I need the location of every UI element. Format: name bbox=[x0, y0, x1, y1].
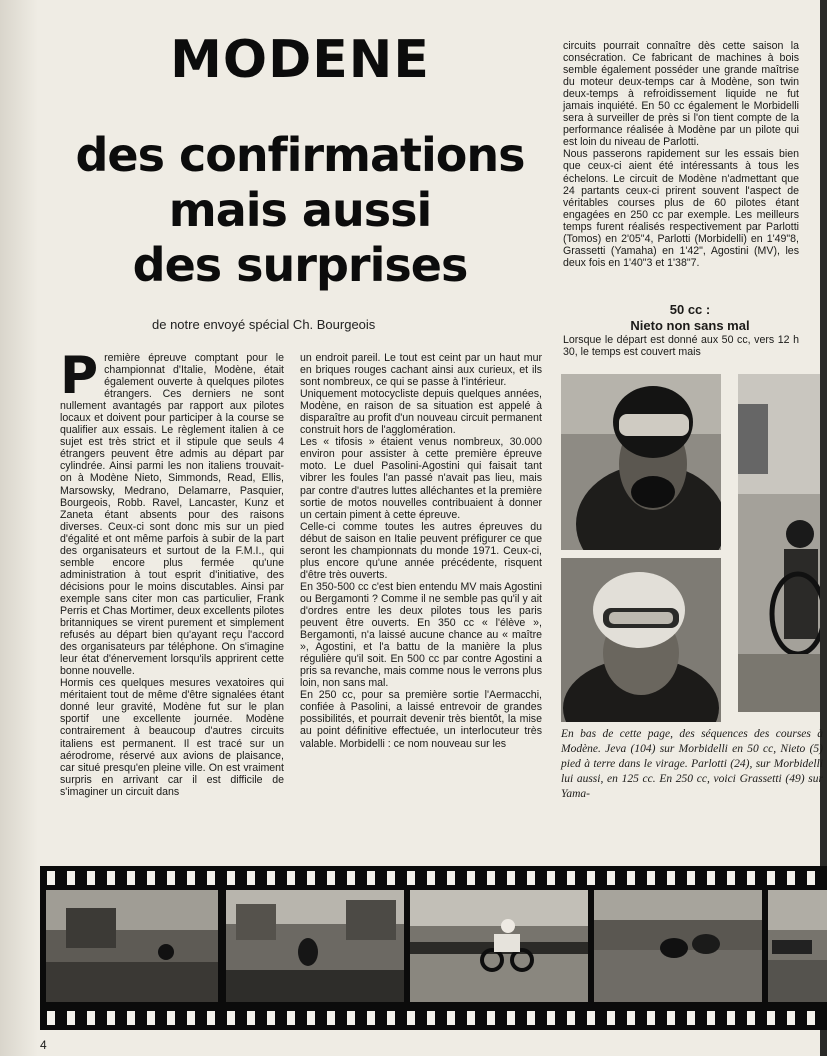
column-2-text: un endroit pareil. Le tout est ceint par un haut mur en briques rouges cachant ainsi aux curieux, et ils sont nombreux, ce qui se passe à l'intérieur. Uniquement motocycliste depuis quelques années, Modène, en raison de sa situation est appelé à disparaître au profit d'un nouveau circuit permanent construit hors de l'agglomération. Les « tifosis » étaient venus nombreux, 30.000 environ pour assister à cette première épreuve moto. Le duel Pasolini-Agostini qui faisait tant vibrer les foules l'an passé n'avait pas lieu, mais par contre d'autres luttes alléchantes et la première sortie de motos nouvelles contribuaient à donner un certain piment à cette épreuve. Celle-ci comme toutes les autres épreuves du début de saison en Italie peuvent préfigurer ce que seront les championnats du monde 1971. Ceux-ci, plus encore qu'une année précédente, risquent d'être très ouverts. En 350-500 cc c'est bien entendu MV mais Agostini ou Bergamonti ? Comme il ne semble pas qu'il y ait d'ordres entre les deux pilotes tous les paris peuvent être ouverts. En 350 cc « l'élève », Bergamonti, n'a laissé aucune chance au « maître », Agostini, et l'a battu de la manière la plus régulière qu'il soit. En 500 cc par contre Agostini a pris sa revanche, mais comme nous le verrons plus loin, non sans mal. En 250 cc, pour sa première sortie l'Aermacchi, confiée à Pasolini, a laissé entrevoir de grandes possibilités, et pourrait devenir très bientôt, la mise au point définitive effectuée, un interlocuteur très valable. Morbidelli : ce nom nouveau sur les bbox=[300, 352, 542, 750]
section-intro-text: Lorsque le départ est donné aux 50 cc, vers 12 h 30, le temps est couvert mais bbox=[563, 334, 799, 359]
page-edge-shadow bbox=[0, 0, 38, 1056]
race-frame-5 bbox=[768, 890, 827, 1002]
paddock-photo bbox=[738, 374, 820, 712]
race-frame-4 bbox=[594, 890, 762, 1002]
race-frame-1 bbox=[46, 890, 218, 1002]
article-column-2 bbox=[300, 352, 542, 750]
article-column-3 bbox=[563, 40, 799, 269]
portrait-photo-bottom bbox=[561, 558, 721, 722]
article-subtitle-line-3: des surprises bbox=[132, 238, 468, 292]
article-subtitle-line-1: des confirmations bbox=[75, 128, 525, 182]
section-intro bbox=[563, 334, 799, 358]
photo-caption: En bas de cette page, des séquences des courses à Modène. Jeva (104) sur Morbidelli en 50 cc, Nieto (5) pied à terre dans le virage. Parlotti (24), sur Morbidelli lui aussi, en 125 cc. En 250 cc, voici Grassetti (49) sur Yama- bbox=[561, 728, 823, 800]
page-number: 4 bbox=[40, 1038, 47, 1052]
race-frame-2 bbox=[226, 890, 404, 1002]
section-heading: 50 cc : bbox=[669, 302, 711, 317]
sprocket-holes-top bbox=[40, 871, 827, 885]
race-frame-3 bbox=[410, 890, 588, 1002]
sprocket-holes-bottom bbox=[40, 1011, 827, 1025]
article-column-1 bbox=[60, 346, 284, 798]
drop-cap: P bbox=[60, 346, 99, 406]
column-1-text: remière épreuve comptant pour le championnat d'Italie, Modène, était également ouverte à quelques pilotes étrangers. Ces derniers ne sont nullement avantagés par rapport aux pilotes locaux et doivent pour participer à la course se qualifier aux essais. Le règlement italien à ce sujet est très strict et il stipule que seuls 4 étrangers peuvent être admis au départ par cylindrée. Ainsi parmi les non italiens trouvait-on à Modène Nieto, Simmonds, Read, Ellis, Marsowsky, Medrano, Delamarre, Pasquier, Bourgeois, Robb. Ravel, Lancaster, Kunz et Zaneta étant absents pour des raisons diverses. Ceux-ci sont donc mis sur un pied d'égalité et ont même parfois à subir de la part des organisateurs et surtout de la F.M.I., qui semble encore plus fermée qu'une administration à tout esprit d'initiative, des décisions pour le moins discutables. Ainsi par exemple sans citer mon cas particulier, Frank Perris et Chas Mortimer, deux excellents pilotes britanniques se virent purement et simplement refusés au départ bien qu'ayant reçu l'accord des organisateurs par téléphone. On s'imagine leur état d'énervement lorsqu'ils apprirent cette bonne nouvelle. Hormis ces quelques mesures vexatoires qui méritaient tout de même d'être signalées étant donné leur gravité, Modène fut sur le plan sportif une excellente journée. Modène contrairement à beaucoup d'autres circuits italiens est permanent. Il est tracé sur un aérodrome, réservé aux avions de plaisance, car situé presqu'en pleine ville. On est vraiment surpris en arrivant car il est difficile de s'imaginer un circuit dans bbox=[60, 352, 284, 798]
article-title: MODENE bbox=[170, 30, 430, 90]
byline: de notre envoyé spécial Ch. Bourgeois bbox=[152, 317, 376, 332]
article-subtitle-line-2: mais aussi bbox=[168, 183, 432, 237]
section-subheading: Nieto non sans mal bbox=[630, 318, 750, 333]
column-3-text: circuits pourrait connaître dès cette saison la consécration. Ce fabricant de machines à bois semble également posséder une grande maîtrise du moteur deux-temps car à Modène, son twin deux-temps à refroidissement liquide ne fut jamais inquiété. En 50 cc également le Morbidelli sera à surveiller de près si l'on tient compte de la performance réalisée à Modène par un pilote qui est loin du niveau de Parlotti. Nous passerons rapidement sur les essais bien que ceux-ci aient été intéressants à tous les échelons. Le circuit de Modène n'admettant que 24 partants ceux-ci prirent souvent l'aspect de véritables courses plus de 60 pilotes étant engagées en 250 cc par exemple. Les meilleurs temps furent réalisés respectivement par Parlotti (Tomos) en 2'05"4, Parlotti (Morbidelli) en 1'49"8, Grassetti (Yamaha) en 1'42", Agostini (MV), les deux fois en 1'40"3 et 1'38"7. bbox=[563, 40, 799, 269]
portrait-photo-top bbox=[561, 374, 721, 550]
film-strip bbox=[40, 866, 827, 1030]
